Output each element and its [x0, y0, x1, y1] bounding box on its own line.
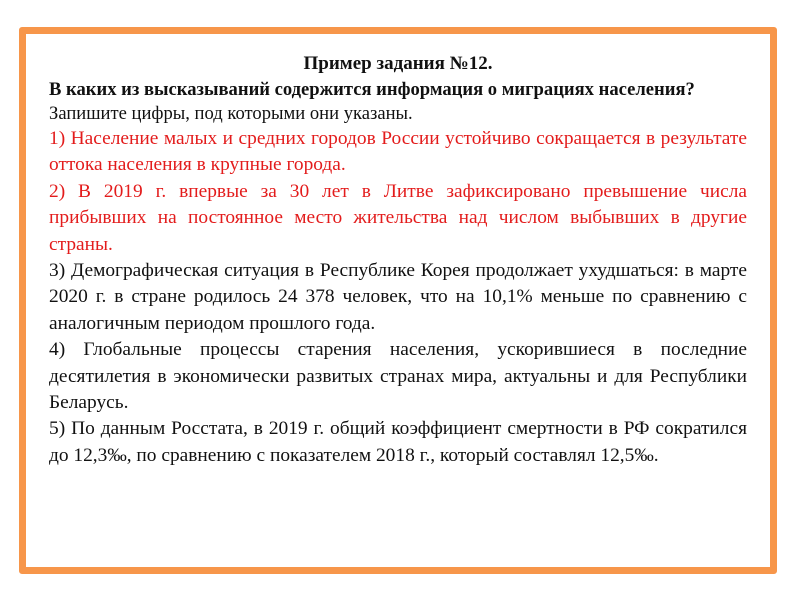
statement-5: 5) По данным Росстата, в 2019 г. общий коэффициент смертности в РФ сократился до 12,3‰, по сравнению с показателем 2018 г., который составлял 12,5‰. [49, 418, 747, 466]
statement-3: 3) Демографическая ситуация в Республике Корея продолжает ухудшаться: в марте 2020 г. в стране родилось 24 378 человек, что на 10,1% меньше по сравнению с аналогичным периодом прошлого года. [49, 260, 747, 334]
statement-1: 1) Население малых и средних городов России устойчиво сокращается в результате оттока населения в крупные города. [49, 128, 747, 176]
task-question: В каких из высказываний содержится информация о миграциях населения? [49, 79, 695, 100]
statement-4: 4) Глобальные процессы старения населения, ускорившиеся в последние десятилетия в экономически развитых странах мира, актуальны и для Республики Беларусь. [49, 339, 747, 414]
slide-title: Пример задания №12. [303, 53, 493, 74]
statement-2: 2) В 2019 г. впервые за 30 лет в Литве зафиксировано превышение числа прибывших на постоянное место жительства над числом выбывших в другие страны. [49, 180, 747, 255]
slide-content [49, 50, 747, 469]
task-instruction: Запишите цифры, под которыми они указаны. [49, 103, 413, 124]
